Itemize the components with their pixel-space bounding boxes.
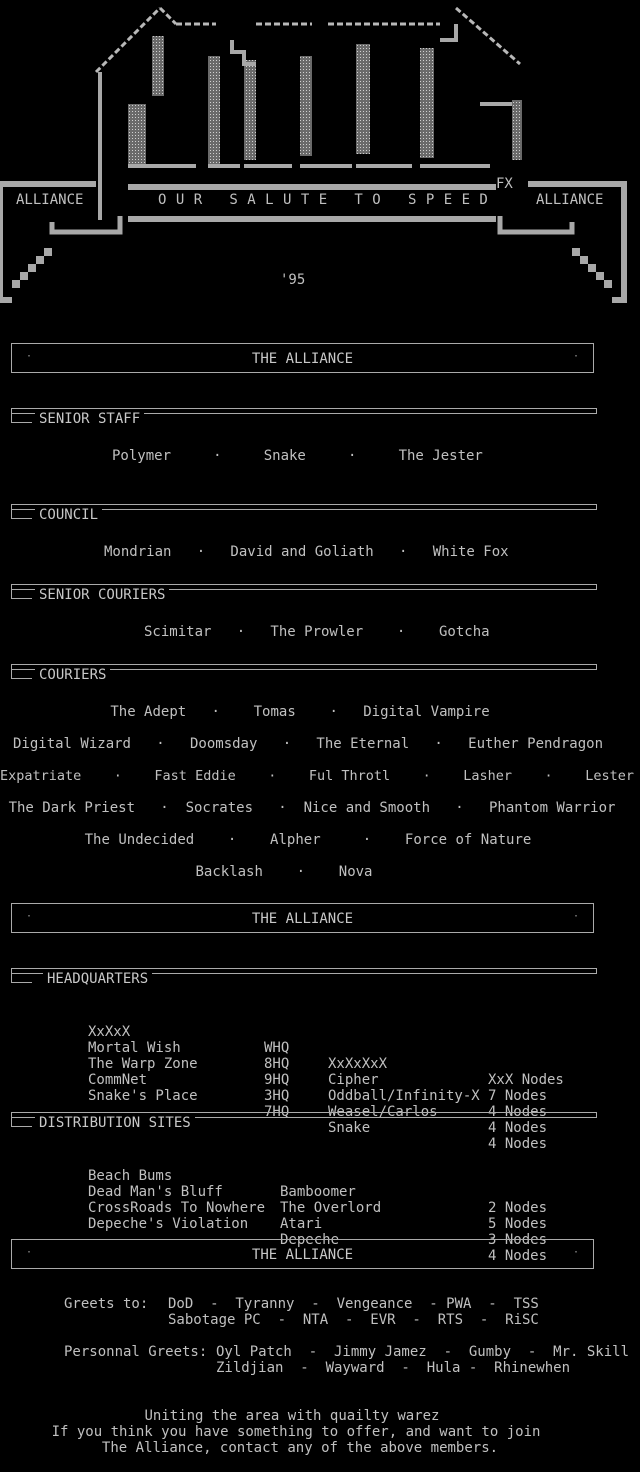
hq-sysop: Weasel/Carlos: [328, 1104, 438, 1120]
hq-rank: 8HQ: [264, 1056, 290, 1072]
couriers-line: The Undecided · Alpher · Force of Nature: [84, 832, 532, 848]
section-header-couriers: [11, 664, 597, 683]
personal-greets-label: Personnal Greets:: [64, 1344, 208, 1360]
section-title: HEADQUARTERS: [43, 971, 152, 987]
dist-sysop: Bamboomer: [280, 1184, 356, 1200]
hq-board: XxXxX: [88, 1024, 131, 1040]
greets-line: Sabotage PC - NTA - EVR - RTS - RiSC: [168, 1312, 539, 1328]
alliance-divider-label: THE ALLIANCE: [251, 351, 354, 367]
section-header-headquarters: [11, 968, 597, 987]
hq-nodes: 4 Nodes: [488, 1120, 548, 1136]
section-header-council: [11, 504, 597, 523]
footer-line: Uniting the area with quailty warez: [144, 1408, 440, 1424]
senior-couriers-list: Scimitar · The Prowler · Gotcha: [144, 624, 490, 640]
banner-slogan: O U R S A L U T E T O S P E E D: [158, 192, 489, 208]
banner-left-label: ALLIANCE: [16, 192, 84, 208]
dist-sysop: The Overlord: [280, 1200, 382, 1216]
hq-nodes: 7 Nodes: [488, 1088, 548, 1104]
couriers-line: Backlash · Nova: [195, 864, 373, 880]
alliance-divider: · THE ALLIANCE ·: [11, 903, 594, 933]
hq-board: Snake's Place: [88, 1088, 198, 1104]
section-title: COURIERS: [35, 667, 110, 683]
dist-board: Depeche's Violation: [88, 1216, 249, 1232]
hq-sysop: XxXxXxX: [328, 1056, 388, 1072]
senior-staff-list: Polymer · Snake · The Jester: [112, 448, 483, 464]
section-header-distribution-sites: [11, 1112, 597, 1131]
dist-sysop: Depeche: [280, 1232, 340, 1248]
footer-line: The Alliance, contact any of the above members.: [101, 1440, 499, 1456]
alliance-divider-label: THE ALLIANCE: [251, 911, 354, 927]
banner-right-label: ALLIANCE: [536, 192, 604, 208]
hq-sysop: Oddball/Infinity-X: [328, 1088, 480, 1104]
section-title: SENIOR COURIERS: [35, 587, 169, 603]
dist-sysop: Atari: [280, 1216, 323, 1232]
banner-year: '95: [280, 272, 306, 288]
hq-nodes: 4 Nodes: [488, 1104, 548, 1120]
dist-nodes: 3 Nodes: [488, 1232, 548, 1248]
hq-board: CommNet: [88, 1072, 148, 1088]
hq-rank: 9HQ: [264, 1072, 290, 1088]
alliance-divider: · THE ALLIANCE ·: [11, 343, 594, 373]
hq-sysop: Cipher: [328, 1072, 379, 1088]
section-title: COUNCIL: [35, 507, 102, 523]
hq-rank: 3HQ: [264, 1088, 290, 1104]
hq-board: The Warp Zone: [88, 1056, 198, 1072]
dist-board: CrossRoads To Nowhere: [88, 1200, 266, 1216]
banner-tag: FX: [496, 176, 513, 192]
personal-greets-line: Oyl Patch - Jimmy Jamez - Gumby - Mr. Skill: [216, 1344, 630, 1360]
hq-nodes: XxX Nodes: [488, 1072, 564, 1088]
dist-nodes: 5 Nodes: [488, 1216, 548, 1232]
footer-line: If you think you have something to offer, and want to join: [51, 1424, 541, 1440]
dist-nodes: 2 Nodes: [488, 1200, 548, 1216]
couriers-line: Digital Wizard · Doomsday · The Eternal · Euther Pendragon: [12, 736, 603, 752]
section-header-senior-staff: [11, 408, 597, 427]
personal-greets-line: Zildjian - Wayward - Hula - Rhinewhen: [216, 1360, 571, 1376]
alliance-logo-banner: [0, 0, 640, 310]
hq-sysop: Snake: [328, 1120, 371, 1136]
section-title: SENIOR STAFF: [35, 411, 144, 427]
couriers-line: The Adept · Tomas · Digital Vampire: [110, 704, 490, 720]
section-title: DISTRIBUTION SITES: [35, 1115, 195, 1131]
greets-label: Greets to:: [64, 1296, 149, 1312]
dist-board: Dead Man's Bluff: [88, 1184, 223, 1200]
dist-nodes: 4 Nodes: [488, 1248, 548, 1264]
couriers-line: The Dark Priest · Socrates · Nice and Smooth · Phantom Warrior: [8, 800, 616, 816]
hq-rank: 7HQ: [264, 1104, 290, 1120]
hq-nodes: 4 Nodes: [488, 1136, 548, 1152]
greets-line: DoD - Tyranny - Vengeance - PWA - TSS: [168, 1296, 539, 1312]
hq-board: Mortal Wish: [88, 1040, 181, 1056]
section-header-senior-couriers: [11, 584, 597, 603]
alliance-divider: · THE ALLIANCE ·: [11, 1239, 594, 1269]
council-list: Mondrian · David and Goliath · White Fox: [104, 544, 509, 560]
dist-board: Beach Bums: [88, 1168, 173, 1184]
alliance-divider-label: THE ALLIANCE: [251, 1247, 354, 1263]
couriers-line: Expatriate · Fast Eddie · Ful Throtl · Lasher · Lester: [0, 768, 634, 784]
hq-rank: WHQ: [264, 1040, 290, 1056]
